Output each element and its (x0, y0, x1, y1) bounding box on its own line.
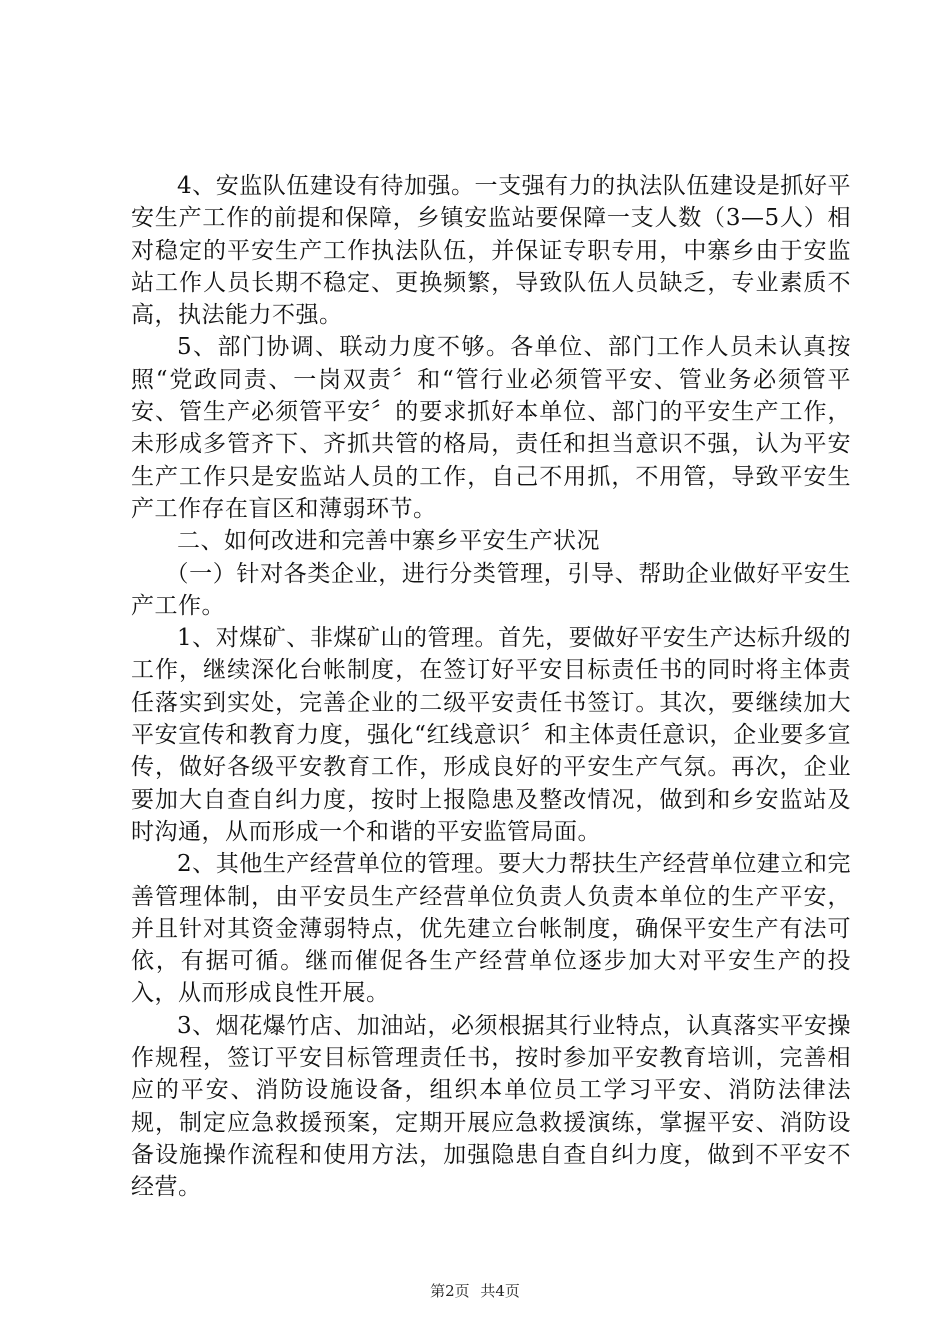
page-total: 共4页 (480, 1282, 520, 1300)
paragraph-other-units-management: 2、其他生产经营单位的管理。要大力帮扶生产经营单位建立和完善管理体制，由平安员生产经营单位负责人负责本单位的生产平安，并且针对其资金薄弱特点，优先建立台帐制度，确保平安生产有法可依，有据可循。继而催促各生产经营单位逐步加大对平安生产的投入，从而形成良性开展。 (131, 851, 851, 1007)
paragraph-fireworks-gas-stations: 3、烟花爆竹店、加油站，必须根据其行业特点，认真落实平安操作规程，签订平安目标管理责任书，按时参加平安教育培训，完善相应的平安、消防设施设备，组织本单位员工学习平安、消防法律法规，制定应急救援预案，定期开展应急救援演练，掌握平安、消防设备设施操作流程和使用方法，加强隐患自查自纠力度，做到不平安不经营。 (131, 1012, 851, 1201)
page-number: 第2页 (430, 1282, 470, 1300)
paragraph-coal-mine-management: 1、对煤矿、非煤矿山的管理。首先，要做好平安生产达标升级的工作，继续深化台帐制度，在签订好平安目标责任书的同时将主体责任落实到实处，完善企业的二级平安责任书签订。其次，要继续加大平安宣传和教育力度，强化“红线意识〞和主体责任意识，企业要多宣传，做好各级平安教育工作，形成良好的平安生产气氛。再次，企业要加大自查自纠力度，按时上报隐患及整改情况，做到和乡安监站及时沟通，从而形成一个和谐的平安监管局面。 (131, 625, 851, 845)
subsection-heading-one: （一）针对各类企业，进行分类管理，引导、帮助企业做好平安生产工作。 (131, 560, 851, 619)
section-heading-two: 二、如何改进和完善中寨乡平安生产状况 (177, 528, 600, 555)
document-body (131, 170, 851, 1204)
page-footer (0, 1280, 950, 1301)
paragraph-item-4: 4、安监队伍建设有待加强。一支强有力的执法队伍建设是抓好平安生产工作的前提和保障，乡镇安监站要保障一支人数（3—5人）相对稳定的平安生产工作执法队伍，并保证专职专用，中寨乡由于安监站工作人员长期不稳定、更换频繁，导致队伍人员缺乏，专业素质不高，执法能力不强。 (131, 173, 851, 329)
paragraph-item-5: 5、部门协调、联动力度不够。各单位、部门工作人员未认真按照“党政同责、一岗双责〞和“管行业必须管平安、管业务必须管平安、管生产必须管平安〞的要求抓好本单位、部门的平安生产工作，未形成多管齐下、齐抓共管的格局，责任和担当意识不强，认为平安生产工作只是安监站人员的工作，自己不用抓，不用管，导致平安生产工作存在盲区和薄弱环节。 (131, 334, 851, 522)
